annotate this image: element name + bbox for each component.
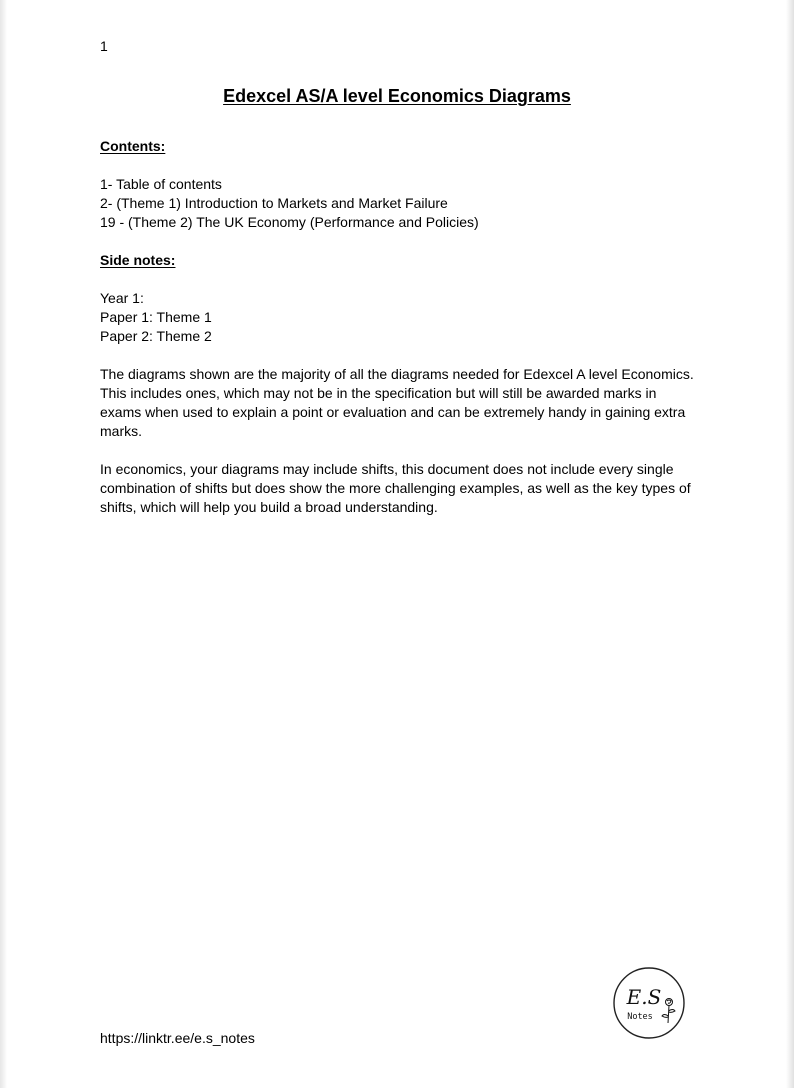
side-note-line: Year 1:: [100, 290, 144, 306]
footer-link[interactable]: https://linktr.ee/e.s_notes: [100, 1030, 255, 1046]
contents-item: 1- Table of contents: [100, 176, 222, 192]
logo-caption: Notes: [627, 1012, 653, 1022]
logo-initials: E.S: [626, 985, 662, 1009]
contents-list: [100, 175, 700, 232]
side-notes-list: [100, 289, 700, 346]
contents-item: 19 - (Theme 2) The UK Economy (Performance and Policies): [100, 214, 479, 230]
side-note-line: Paper 2: Theme 2: [100, 328, 212, 344]
contents-heading: Contents:: [100, 138, 166, 154]
page-number: 1: [100, 38, 108, 54]
contents-item: 2- (Theme 1) Introduction to Markets and Market Failure: [100, 195, 448, 211]
side-note-paragraph: In economics, your diagrams may include shifts, this document does not include every single combination of shifts but does show the more challenging examples, as well as the key types of shifts, which will help you build a broad understanding.: [100, 461, 691, 515]
side-notes-heading: Side notes:: [100, 252, 176, 268]
page-edge-right: [786, 0, 794, 1088]
document-title: Edexcel AS/A level Economics Diagrams: [223, 86, 571, 106]
document-body: [100, 137, 700, 536]
page-edge-left: [0, 0, 7, 1088]
side-note-paragraph: The diagrams shown are the majority of all the diagrams needed for Edexcel A level Economics. This includes ones, which may not be in the specification but will still be awarded marks in exams when used to explain a point or evaluation and can be extremely handy in gaining extra marks.: [100, 366, 694, 439]
side-note-line: Paper 1: Theme 1: [100, 309, 212, 325]
es-notes-logo: [612, 966, 686, 1040]
